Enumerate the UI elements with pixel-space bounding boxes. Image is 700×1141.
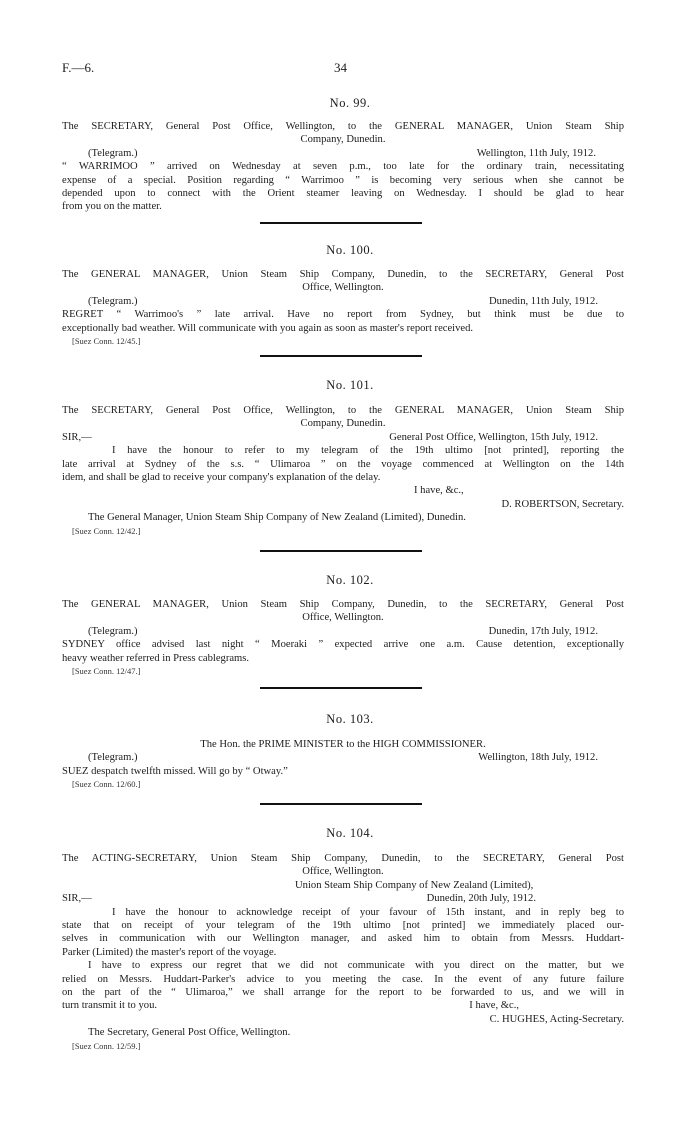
salutation: SIR,— bbox=[62, 431, 92, 443]
place-date: Dunedin, 11th July, 1912. bbox=[489, 295, 598, 307]
file-reference: [Suez Conn. 12/47.] bbox=[72, 666, 141, 677]
body-line: SUEZ despatch twelfth missed. Will go by “ Otway.” bbox=[62, 765, 288, 777]
page-number: 34 bbox=[334, 60, 347, 75]
item-103 bbox=[62, 738, 624, 792]
section-divider bbox=[260, 550, 422, 552]
item-number-101: No. 101. bbox=[326, 378, 374, 392]
file-reference: [Suez Conn. 12/60.] bbox=[72, 779, 141, 790]
body-line: selves in communication with our Wellington manager, and asked him to obtain from Messrs. Huddart- bbox=[62, 933, 624, 945]
heading-line: The ACTING-SECRETARY, Union Steam Ship Company, Dunedin, to the SECRETARY, General Post bbox=[62, 853, 624, 864]
body-line: exceptionally bad weather. Will communicate with you again as soon as master's report received. bbox=[62, 322, 474, 334]
item-101 bbox=[62, 404, 624, 538]
heading-line: Office, Wellington. bbox=[302, 282, 384, 294]
item-100 bbox=[62, 268, 624, 348]
item-104 bbox=[62, 852, 624, 1053]
heading-line: The GENERAL MANAGER, Union Steam Ship Company, Dunedin, to the SECRETARY, General Post bbox=[62, 599, 624, 610]
signature: C. HUGHES, Acting-Secretary. bbox=[489, 1013, 624, 1025]
body-line: I have the honour to acknowledge receipt of your favour of 15th instant, and in reply beg to bbox=[112, 906, 624, 918]
heading-line: The SECRETARY, General Post Office, Wellington, to the GENERAL MANAGER, Union Steam Ship bbox=[62, 121, 624, 132]
body-line: idem, and shall be glad to receive your company's explanation of the delay. bbox=[62, 472, 381, 484]
body-line: I have to express our regret that we did not communicate with you direct on the matter, but we bbox=[88, 960, 624, 972]
section-divider bbox=[260, 687, 422, 689]
section-divider bbox=[260, 355, 422, 357]
file-reference: [Suez Conn. 12/59.] bbox=[72, 1040, 141, 1051]
place-date: Wellington, 11th July, 1912. bbox=[476, 147, 596, 159]
item-number-103: No. 103. bbox=[326, 712, 374, 726]
body-line: “ WARRIMOO ” arrived on Wednesday at seven p.m., too late for the ordinary train, necessitating bbox=[62, 161, 624, 173]
closing: I have, &c., bbox=[414, 485, 464, 497]
item-number-99: No. 99. bbox=[329, 96, 371, 110]
item-number-102: No. 102. bbox=[326, 573, 374, 587]
body-line: heavy weather referred in Press cablegrams. bbox=[62, 652, 250, 664]
place-date: Dunedin, 20th July, 1912. bbox=[426, 893, 536, 905]
addressee: The Secretary, General Post Office, Wellington. bbox=[88, 1027, 291, 1039]
body-line: I have the honour to refer to my telegram of the 19th ultimo [not printed], reporting the bbox=[112, 445, 624, 457]
heading-line: The GENERAL MANAGER, Union Steam Ship Company, Dunedin, to the SECRETARY, General Post bbox=[62, 269, 624, 280]
heading-line: The SECRETARY, General Post Office, Wellington, to the GENERAL MANAGER, Union Steam Ship bbox=[62, 405, 624, 416]
telegram-label: (Telegram.) bbox=[88, 625, 138, 637]
body-line: SYDNEY office advised last night “ Moeraki ” expected arrive one a.m. Cause detention, exceptionally bbox=[62, 639, 624, 651]
heading-line: Office, Wellington. bbox=[302, 612, 384, 624]
telegram-label: (Telegram.) bbox=[88, 147, 138, 159]
file-reference: [Suez Conn. 12/45.] bbox=[72, 336, 141, 347]
item-number-104: No. 104. bbox=[326, 826, 374, 840]
addressee: The General Manager, Union Steam Ship Company of New Zealand (Limited), Dunedin. bbox=[88, 512, 466, 524]
closing: I have, &c., bbox=[469, 1000, 519, 1012]
heading-line: Office, Wellington. bbox=[302, 866, 384, 878]
heading-line: The Hon. the PRIME MINISTER to the HIGH COMMISSIONER. bbox=[200, 739, 486, 750]
body-line: turn transmit it to you. bbox=[62, 1000, 158, 1012]
telegram-label: (Telegram.) bbox=[88, 295, 138, 307]
heading-line: Company, Dunedin. bbox=[300, 134, 386, 146]
body-line: relied on Messrs. Huddart-Parker's advice to you meeting the case. In the event of any future failure bbox=[62, 973, 624, 985]
place-date: Wellington, 18th July, 1912. bbox=[478, 752, 598, 764]
place-date: Dunedin, 17th July, 1912. bbox=[488, 625, 598, 637]
body-line: late arrival at Sydney of the s.s. “ Ulimaroa ” on the voyage commenced at Wellington on the 14th bbox=[62, 458, 624, 470]
item-102 bbox=[62, 598, 624, 678]
place-date: General Post Office, Wellington, 15th July, 1912. bbox=[389, 431, 598, 443]
section-divider bbox=[260, 222, 422, 224]
body-line: depended upon to connect with the Orient steamer leaving on Wednesday. I should be glad to hear bbox=[62, 188, 624, 200]
item-number-100: No. 100. bbox=[326, 243, 374, 257]
body-line: REGRET “ Warrimoo's ” late arrival. Have no report from Sydney, but think must be due to bbox=[62, 309, 624, 321]
body-line: state that on receipt of your telegram of the 19th ultimo [not printed] we immediately placed our- bbox=[62, 920, 624, 932]
document-code: F.—6. bbox=[62, 60, 95, 75]
item-99 bbox=[62, 120, 624, 214]
body-line: expense of a special. Position regarding “ Warrimoo ” is becoming very serious when she cannot be bbox=[62, 174, 624, 186]
signature: D. ROBERTSON, Secretary. bbox=[501, 498, 624, 510]
body-line: from you on the matter. bbox=[62, 201, 162, 213]
body-line: Parker (Limited) the master's report of the voyage. bbox=[62, 946, 277, 958]
file-reference: [Suez Conn. 12/42.] bbox=[72, 525, 141, 536]
section-divider bbox=[260, 803, 422, 805]
sender-address: Union Steam Ship Company of New Zealand (Limited), bbox=[295, 879, 534, 891]
telegram-label: (Telegram.) bbox=[88, 752, 138, 764]
salutation: SIR,— bbox=[62, 893, 92, 905]
body-line: on the part of the “ Ulimaroa,” we shall arrange for the report to be forwarded to us, and we will in bbox=[62, 987, 624, 999]
heading-line: Company, Dunedin. bbox=[300, 418, 386, 430]
